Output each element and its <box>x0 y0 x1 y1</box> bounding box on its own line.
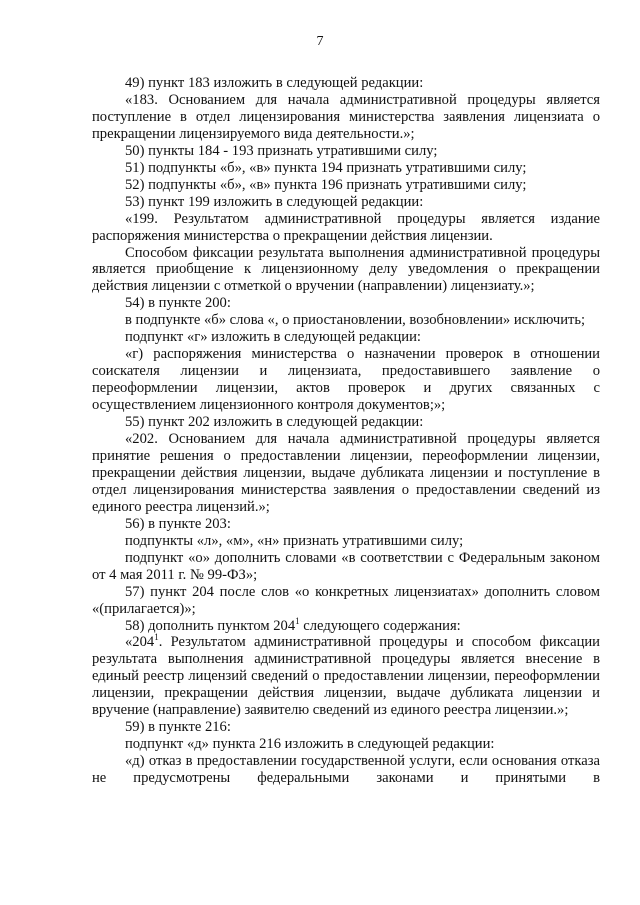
paragraph-54: 54) в пункте 200: <box>125 295 231 312</box>
paragraph-59: 59) в пункте 216: <box>125 719 231 736</box>
paragraph-58-after: следующего содержания: <box>299 617 461 634</box>
paragraph-59-d-text: «д) отказ в предоставлении государственной услуги, если основания отказа не предусмотрены федеральными законами и принятыми в <box>92 753 600 787</box>
superscript-one: 1 <box>295 615 300 626</box>
paragraph-58 <box>92 615 600 635</box>
paragraph-50: 50) пункты 184 - 193 признать утратившими силу; <box>125 142 438 159</box>
superscript-one: 1 <box>154 632 159 643</box>
paragraph-202-text: «202. Основанием для начала административной процедуры является принятие решения о предоставлении лицензии, переоформлении лицензии, прекращении действия лицензии, выдаче дубликата лицензии и поступление в отдел лицензирования министерства заявления о предоставлении сведений из единого реестра лицензий.»; <box>92 431 600 515</box>
paragraph-53: 53) пункт 199 изложить в следующей редакции: <box>125 193 424 210</box>
paragraph-49: 49) пункт 183 изложить в следующей редакции: <box>125 75 424 91</box>
paragraph-199-text: «199. Результатом административной процедуры является издание распоряжения министерства о прекращении действия лицензии. <box>92 210 600 244</box>
document-body <box>92 75 600 787</box>
paragraph-54-g: подпункт «г» изложить в следующей редакции: <box>125 329 421 346</box>
paragraph-58-before: 58) дополнить пунктом 204 <box>125 617 296 634</box>
paragraph-204-1-after: . Результатом административной процедуры и способом фиксации результата выполнения административной процедуры является внесение в единый реестр лицензий сведений о предоставлении лицензии, переоформлении лицензии, прекращении действия лицензии, выдаче дубликата лицензии и вручение (направление) заявителю сведений из единого реестра лицензии.»; <box>92 634 600 719</box>
page-number: 7 <box>316 34 324 49</box>
paragraph-204-1-before: «204 <box>125 634 155 651</box>
paragraph-199-fixation: Способом фиксации результата выполнения административной процедуры является приобщение к лицензионному делу уведомления о прекращении действия лицензии с отметкой о вручении (направлении) лицензиату.»; <box>92 244 600 295</box>
paragraph-183-text: «183. Основанием для начала административной процедуры является поступление в отдел лицензирования министерства заявления лицензиата о прекращении лицензируемого вида деятельности.»; <box>92 91 600 142</box>
paragraph-57: 57) пункт 204 после слов «о конкретных лицензиатах» дополнить словом «(прилагается)»; <box>92 583 600 617</box>
paragraph-52: 52) подпункты «б», «в» пункта 196 признать утратившими силу; <box>125 176 527 193</box>
paragraph-55: 55) пункт 202 изложить в следующей редакции: <box>125 414 424 431</box>
paragraph-56: 56) в пункте 203: <box>125 515 231 532</box>
paragraph-56-o: подпункт «о» дополнить словами «в соответствии с Федеральным законом от 4 мая 2011 г. № 99-ФЗ»; <box>92 549 600 583</box>
paragraph-56-lmn: подпункты «л», «м», «н» признать утратившими силу; <box>125 532 464 549</box>
paragraph-51: 51) подпункты «б», «в» пункта 194 признать утратившими силу; <box>125 159 527 176</box>
paragraph-59-d: подпункт «д» пункта 216 изложить в следующей редакции: <box>125 736 495 753</box>
paragraph-54-g-text: «г) распоряжения министерства о назначении проверок в отношении соискателя лицензии и лицензиата, предоставившего заявление о переоформлении лицензии, актов проверок и других связанных с осуществлением лицензионного контроля документов;»; <box>92 346 600 414</box>
paragraph-54-b: в подпункте «б» слова «, о приостановлении, возобновлении» исключить; <box>125 312 586 329</box>
paragraph-204-1-text <box>92 634 600 719</box>
